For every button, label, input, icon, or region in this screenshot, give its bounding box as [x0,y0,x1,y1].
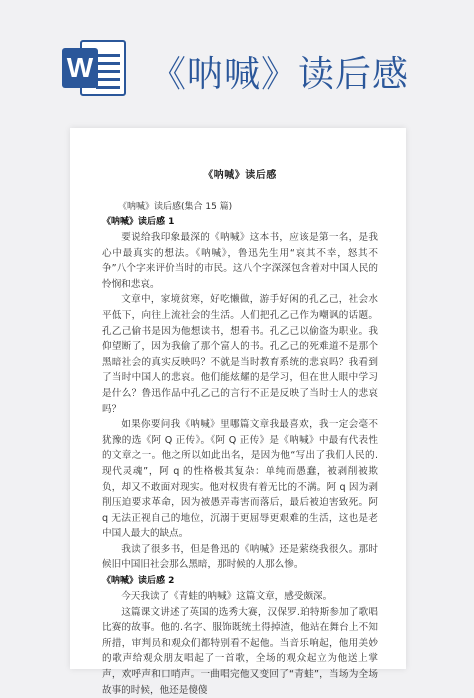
document-page [70,128,406,696]
section-heading: 《呐喊》读后感 2 [102,576,175,587]
section-heading: 《呐喊》读后感 1 [102,217,175,227]
word-document-icon [62,40,128,96]
document-subtitle: 《呐喊》读后感(集合 15 篇) [118,202,233,212]
essay-section-1 [102,214,378,573]
paragraph: 要说给我印象最深的《呐喊》这本书，应该是第一名，是我心中最真实的想法。《呐喊》，鲁迅先生用“哀其不幸，怒其不争”八个字来评价当时的市民。这八个字深深包含着对中国人民的怜悯和悲哀。 [102,232,378,290]
paragraph: 今天我读了《青蛙的呐喊》这篇文章，感受颇深。 [121,591,333,603]
document-title: 《呐喊》读后感 [203,170,277,181]
essay-section-2 [102,573,378,698]
paragraph: 我读了很多书，但是鲁迅的《呐喊》还是萦绕我很久。那时候旧中国旧社会那么黑暗，那时候的人那么惨。 [102,543,378,571]
paragraph: 如果你要问我《呐喊》里哪篇文章我最喜欢，我一定会毫不犹豫的选《阿 Q 正传》。《阿 Q 正传》是《呐喊》中最有代表性的文章之一。他之所以如此出名，是因为他“写出了我们人民的.现代灵魂”，阿 q 的性格极其复杂：单纯而愚蠢，被剥削被欺负，却又不敢面对现实。他对权贵有着无比的不满。阿 q 因为剥削压迫要求革命，因为被愚弄毒害而落后，最后被迫害致死。阿 q 无法正视自己的地位，沉溺于更屈辱更艰难的生活，这也是老中国人最大的缺点。 [102,419,378,540]
paragraph: 这篇课文讲述了英国的选秀大赛，汉保罗.珀特斯参加了歌唱比赛的故事。他的.名字、服饰既统土得掉渣，他站在舞台上不知所措，审判员和观众们都特别看不起他。当音乐响起，他用美妙的歌声给观众朋友唱起了一首歌，全场的观众起立为他送上掌声，欢呼声和口哨声。一曲唱完他又变回了“青蛙”，当场为全场故事的时候，他还是傻傻 [102,606,378,696]
paragraph: 文章中，家境贫寒，好吃懒做，游手好闲的孔乙己，社会水平低下，向往上流社会的生活。人们把孔乙己作为嘲讽的话题。孔乙己偷书是因为他想读书，想看书。孔乙己以偷盗为职业。我仰望断了，因为我偷了那个富人的书。孔乙己的死难道不是那个黑暗社会的真实反映吗？不就是当时教育系统的悲哀吗？我看到了当时中国人的悲哀。他们能炫耀的是学习，但在世人眼中学习是什么？鲁迅作品中孔乙己的言行不正是反映了当时士人的悲哀吗？ [102,294,378,415]
word-logo-letter: W [62,48,98,88]
banner-title: 《呐喊》读后感 [150,54,410,95]
header-banner [0,0,474,118]
